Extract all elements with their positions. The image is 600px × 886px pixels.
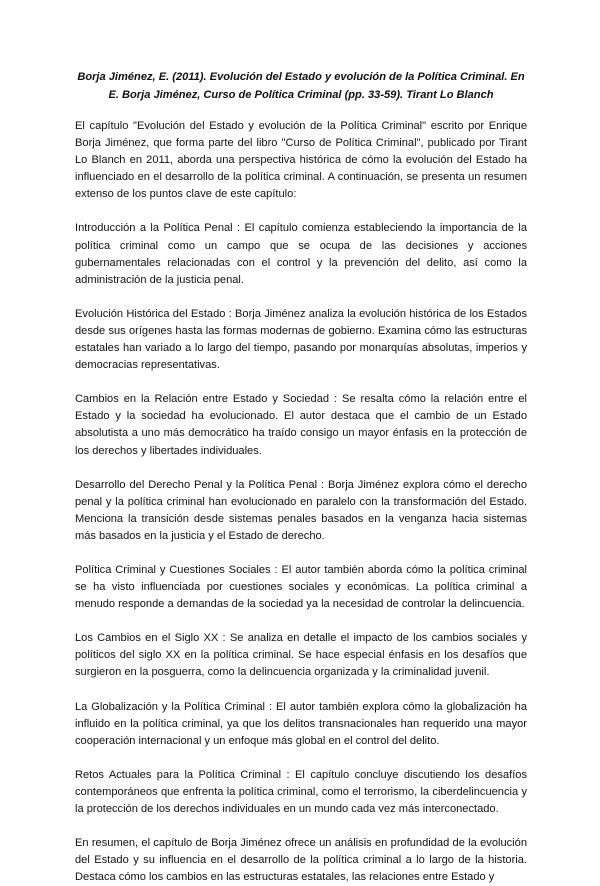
paragraph-intro: El capítulo "Evolución del Estado y evolución de la Política Criminal" escrito por Enrique Borja Jiménez, que forma parte del libro "Curso de Política Criminal", publicado por Tirant Lo Blanch en 2011, aborda una perspectiva histórica de cómo la evolución del Estado ha influenciado en el desarrollo de la política criminal. A continuación, se presenta un resumen extenso de los puntos clave de este capítulo: <box>75 120 527 201</box>
paragraph-evolucion-historica: Evolución Histórica del Estado : Borja Jiménez analiza la evolución histórica de los Estados desde sus orígenes hasta las formas modernas de gobierno. Examina cómo las estructuras estatales han variado a lo largo del tiempo, pasando por monarquías absolutas, imperios y democracias representativas. <box>75 307 527 372</box>
paragraph-cambios-relacion: Cambios en la Relación entre Estado y Sociedad : Se resalta cómo la relación entre el Estado y la sociedad ha evolucionado. El autor destaca que el cambio de un Estado absolutista a uno más democrático ha traído consigo un mayor énfasis en la protección de los derechos y libertades individuales. <box>75 393 527 457</box>
paragraph-siglo-xx: Los Cambios en el Siglo XX : Se analiza en detalle el impacto de los cambios sociales y políticos del siglo XX en la política criminal. Se hace especial énfasis en los desafíos que surgieron en la posguerra, como la delincuencia organizada y la criminalidad juvenil. <box>75 632 527 679</box>
document-title: Borja Jiménez, E. (2011). Evolución del Estado y evolución de la Política Criminal. En E. Borja Jiménez, Curso de Política Criminal (pp. 33-59). Tirant Lo Blanch <box>77 71 525 101</box>
paragraph-resumen: En resumen, el capítulo de Borja Jiménez ofrece un análisis en profundidad de la evolución del Estado y su influencia en el desarrollo de la política criminal a lo largo de la historia. Destaca cómo los cambios en las estructuras estatales, las relaciones entre Estado y <box>75 837 527 884</box>
paragraph-retos-actuales: Retos Actuales para la Política Criminal : El capítulo concluye discutiendo los desafíos contemporáneos que enfrenta la política criminal, como el terrorismo, la ciberdelincuencia y la protección de los derechos individuales en un mundo cada vez más interconectado. <box>75 768 527 815</box>
paragraph-cuestiones-sociales: Política Criminal y Cuestiones Sociales : El autor también aborda cómo la política criminal se ha visto influenciada por cuestiones sociales y económicas. La política criminal a menudo responde a demandas de la sociedad ya la necesidad de controlar la delincuencia. <box>75 563 527 611</box>
paragraph-desarrollo-derecho: Desarrollo del Derecho Penal y la Política Penal : Borja Jiménez explora cómo el derecho penal y la política criminal han evolucionado en paralelo con la transformación del Estado. Menciona la transición desde sistemas penales basados en la venganza hacia sistemas más basados en la justicia y el Estado de derecho. <box>75 478 527 542</box>
paragraph-globalizacion: La Globalización y la Política Criminal : El autor también explora cómo la globalización ha influido en la política criminal, ya que los delitos transnacionales han requerido una mayor cooperación internacional y un enfoque más global en el control del delito. <box>75 700 527 747</box>
paragraph-introduccion: Introducción a la Política Penal : El capítulo comienza estableciendo la importancia de la política criminal como un campo que se ocupa de las decisiones y acciones gubernamentales relacionadas con el control y la prevención del delito, así como la administración de la justicia penal. <box>75 222 527 286</box>
